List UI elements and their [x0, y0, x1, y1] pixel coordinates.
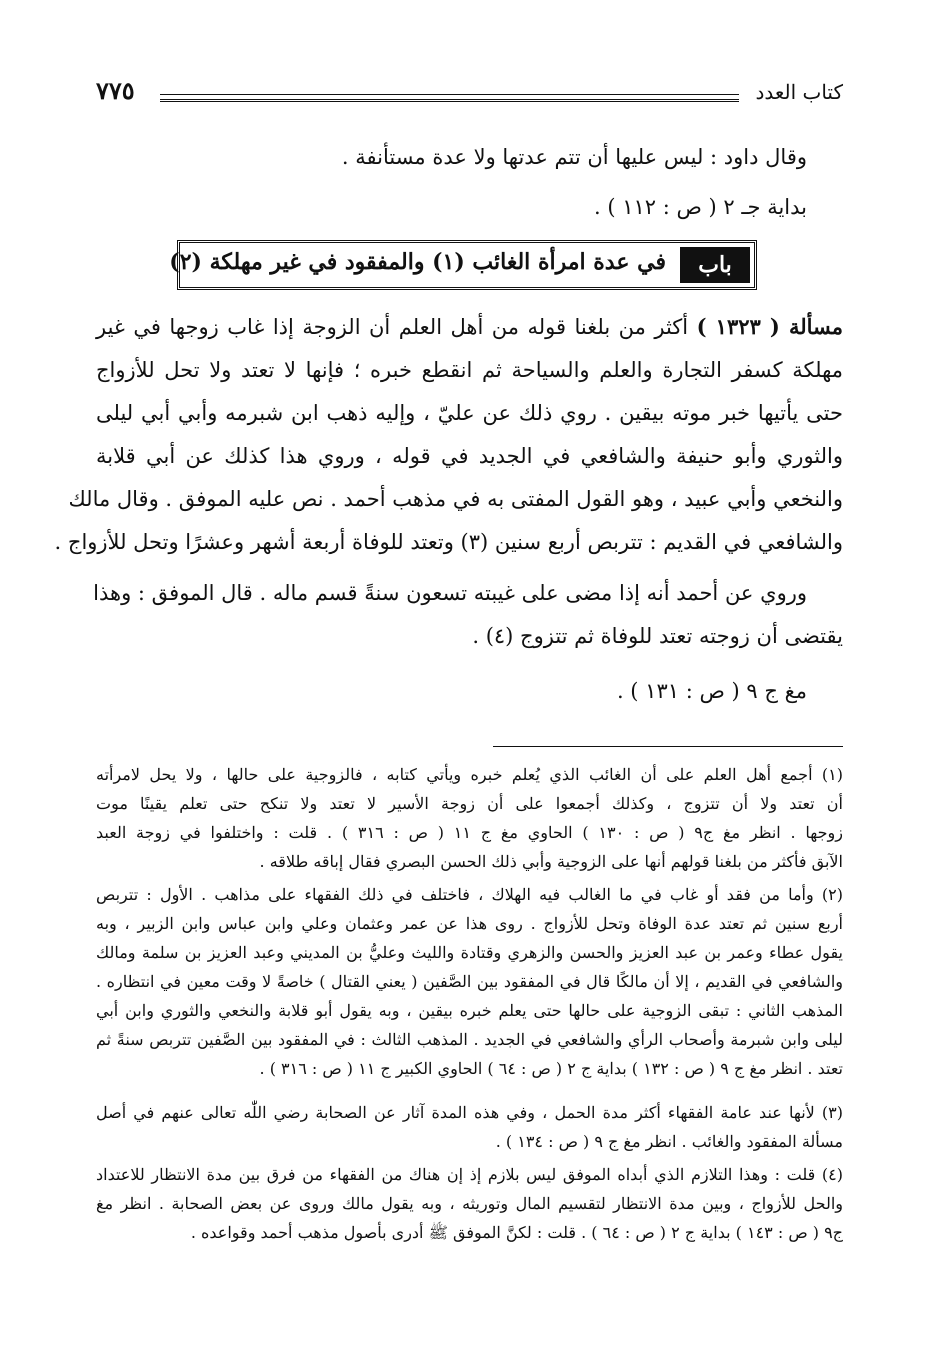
footnote-separator: [493, 746, 843, 747]
issue-line: والثوري وأبو حنيفة والشافعي في الجديد في قوله ، وروي هذا كذلك عن أبي قلابة: [96, 444, 843, 468]
footnote-line: الآبق فأكثر من بلغنا قولهم أنها على الزوجية وأبي ذلك الحسن البصري فقال إباقه طلاقه .: [259, 852, 843, 871]
page-number: ٧٧٥: [96, 76, 135, 105]
issue-reference: مغ ج ٩ ( ص : ١٣١ ) .: [616, 679, 807, 703]
footnote-line: والحل للأزواج ، وبين مدة الانتظار لتقسيم المال وتوريثه ، وبه يقول مالك وروى عن بعض الصحابة . انظر مغ: [96, 1194, 843, 1213]
footnote-line: ليلى وابن شبرمة وأصحاب الرأي والشافعي في الجديد . المذهب الثالث : في المفقود بين الصَّفين تتربص سنةً ثم: [96, 1030, 843, 1049]
issue-line: وروي عن أحمد أنه إذا مضى على غيبته تسعون سنةً قسم ماله . قال الموفق : وهذا: [93, 581, 807, 605]
issue-line: حتى يأتيها خبر موته بيقين . روي ذلك عن عليّ ، وإليه ذهب ابن شبرمه وأبي أبي ليلى: [96, 401, 843, 425]
chapter-label: باب: [680, 247, 750, 283]
chapter-title: في عدة امرأة الغائب (١) والمفقود في غير مهلكة (٢): [169, 249, 666, 275]
intro-line-1: وقال داود : ليس عليها أن تتم عدتها ولا عدة مستأنفة .: [341, 145, 807, 169]
intro-line-2: بداية جـ ٢ ( ص : ١١٢ ) .: [594, 195, 807, 219]
footnote-line: زوجها . انظر مغ ج٩ ( ص : ١٣٠ ) الحاوي مغ ج ١١ ( ص : ٣١٦ ) . قلت : واختلفوا في زوجة العبد: [96, 823, 843, 842]
chapter-heading-box: [169, 240, 757, 290]
footnote-line: (٣) لأنها عند عامة الفقهاء أكثر مدة الحمل ، وفي هذه المدة آثار عن الصحابة رضي اللّٰه تعالى عنهم في أصل: [96, 1103, 843, 1122]
footnote-line: أن تعتد ولا أن تتزوج ، وكذلك أجمعوا على أن زوجة الأسير لا تعتد ولا تنكح حتى تعلم يقينًا موت: [96, 794, 843, 813]
issue-line: مهلكة كسفر التجارة والعلم والسياحة ثم انقطع خبره ؛ فإنها لا تعتد ولا تحل للأزواج: [96, 358, 843, 382]
running-title: كتاب العدد: [755, 80, 843, 104]
issue-label: مسألة ( ١٣٢٣ ): [696, 314, 843, 339]
footnote-line: (٤) قلت : وهذا التلازم الذي أبداه الموفق ليس بلازم إذ إن هناك من الفقهاء من فرق بين مدة الانتظار للاعتداد: [96, 1165, 843, 1184]
footnote-line: (١) أجمع أهل العلم على أن الغائب الذي يُعلم خبره ويأتي كتابه ، فالزوجية على حالها ، ولا يحل لامرأته: [96, 765, 843, 784]
footnote-line: أربع سنين ثم تعتد عدة الوفاة وتحل للأزواج . روى هذا عن عمر وعثمان وعلي وابن عباس وابن الزبير ، وبه: [96, 914, 844, 933]
issue-line: والشافعي في القديم : تتربص أربع سنين (٣) وتعتد للوفاة أربعة أشهر وعشرًا وتحل للأزواج .: [54, 530, 843, 554]
header-rule: [160, 94, 739, 102]
footnote-line: تعتد . انظر مغ ج ٩ ( ص : ١٣٢ ) بداية ج ٢ ( ص : ٦٤ ) الحاوي الكبير ج ١١ ( ص : ٣١٦ ) .: [259, 1059, 843, 1078]
issue-line: والنخعي وأبي عبيد ، وهو القول المفتى به في مذهب أحمد . نص عليه الموفق . وقال مالك: [68, 487, 843, 511]
footnote-line: والشافعي في القديم ، إلا أن مالكًا قال في المفقود بين الصَّفين ( يعني القتال ) خاصةً لا وقت معين في انتظاره .: [96, 972, 844, 991]
issue-line: يقتضى أن زوجته تعتد للوفاة ثم تتزوج (٤) .: [472, 624, 843, 648]
footnote-line: ج٩ ( ص : ١٤٣ ) بداية ج ٢ ( ص : ٦٤ ) . قلت : لكنَّ الموفق ﷺ أدرى بأصول مذهب أحمد وقواعده .: [190, 1223, 843, 1242]
issue-first-line: [96, 312, 843, 342]
footnote-line: (٢) وأما من فقد أو غاب في ما الغالب فيه الهلاك ، فاختلف في ذلك الفقهاء على مذاهب . الأول : تتربص: [96, 885, 843, 904]
footnote-line: المذهب الثاني : تبقى الزوجية على حالها حتى يعلم خبره بيقين ، وبه يقول أبو قلابة والنخعي والثوري وابن أبي: [96, 1001, 844, 1020]
footnote-line: يقول عطاء وعمر بن عبد العزيز والحسن والزهري وقتادة والليث وعليُّ بن المديني وعبد العزيز بن سلمة ومالك: [96, 943, 843, 962]
footnote-line: مسألة المفقود والغائب . انظر مغ ج ٩ ( ص : ١٣٤ ) .: [495, 1132, 843, 1151]
issue-first-line-text: أكثر من بلغنا قوله من أهل العلم أن الزوجة إذا غاب زوجها في غير: [96, 315, 689, 339]
